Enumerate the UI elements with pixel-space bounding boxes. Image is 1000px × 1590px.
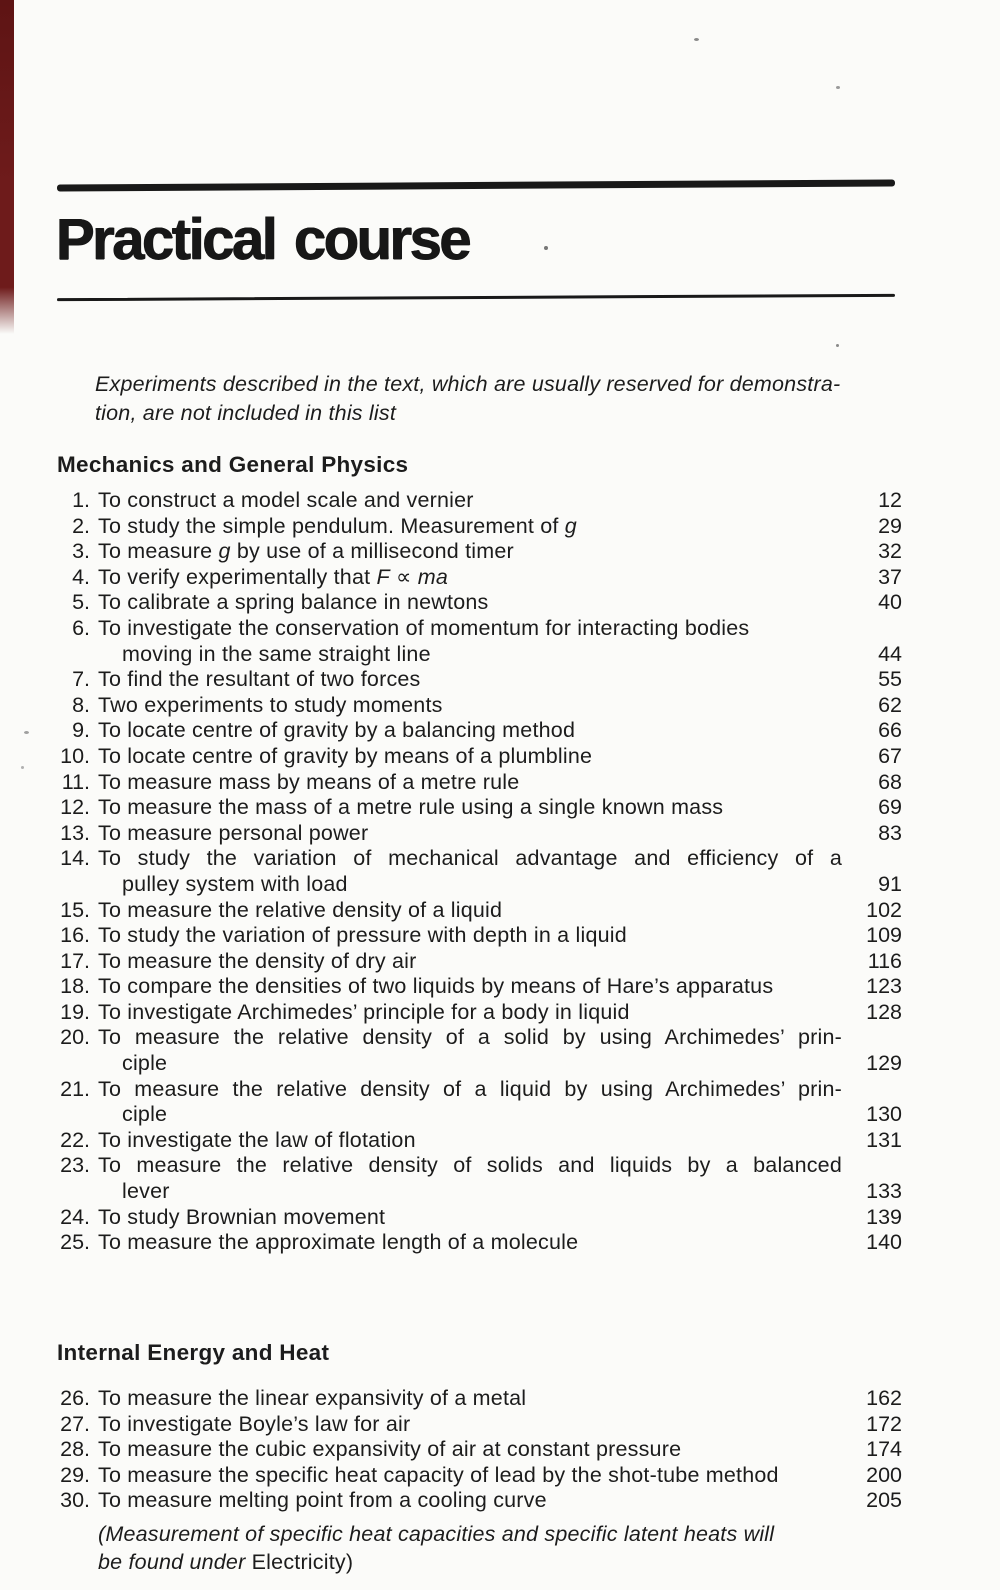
italic-symbol: g	[218, 539, 231, 564]
toc-item-page: 205	[866, 1488, 902, 1513]
toc-item-page: 129	[866, 1051, 902, 1076]
text-run: To compare the densities of two liquids by means of Hare’s apparatus	[98, 974, 774, 999]
text-run: To measure mass by means of a metre rule	[98, 769, 520, 794]
text-run: pulley system with load	[122, 871, 348, 896]
toc-item-number: 25.	[60, 1230, 90, 1255]
toc-item-text-continued	[98, 872, 852, 898]
text-run: To locate centre of gravity by means of a plumbline	[98, 743, 593, 768]
toc-item-page	[852, 1153, 902, 1179]
top-rule	[57, 179, 895, 191]
text-run: To study the simple pendulum. Measurement of	[98, 513, 565, 538]
toc-item-page: 109	[866, 923, 902, 948]
toc-item-number: 30.	[60, 1488, 90, 1513]
section-heading-internal-energy: Internal Energy and Heat	[57, 1340, 330, 1365]
toc-item	[57, 795, 902, 821]
toc-item-number: 5.	[72, 590, 90, 615]
toc-item-number: 9.	[72, 718, 90, 743]
section-heading-mechanics: Mechanics and General Physics	[57, 452, 409, 477]
toc-item-text	[98, 949, 852, 975]
toc-item-text	[98, 693, 852, 719]
section-internal-energy	[57, 1340, 902, 1577]
toc-item-text	[98, 923, 852, 949]
text-run: To investigate Archimedes’ principle for a body in liquid	[98, 999, 630, 1024]
text-run: To measure personal power	[98, 820, 369, 845]
toc-item-page: 133	[866, 1179, 902, 1204]
toc-item-number: 24.	[60, 1204, 90, 1229]
toc-item-number: 8.	[72, 692, 90, 717]
toc-item-page: 128	[866, 999, 902, 1024]
toc-item	[57, 1412, 902, 1438]
toc-item-text	[98, 1437, 852, 1463]
toc-item-page: 130	[866, 1102, 902, 1127]
footer-note	[98, 1520, 902, 1577]
toc-item-page: 32	[878, 539, 902, 564]
toc-item-text	[98, 565, 852, 591]
toc-item-text	[98, 1412, 852, 1438]
footer-note-line-1: (Measurement of specific heat capacities and specific latent heats will	[98, 1521, 775, 1546]
toc-item-text	[98, 1077, 852, 1103]
toc-item-text	[98, 514, 852, 540]
text-run: To measure	[98, 539, 219, 564]
toc-item-text-continued	[98, 1179, 852, 1205]
toc-item-text	[98, 1000, 852, 1026]
toc-item-text	[98, 1128, 852, 1154]
text-run: To investigate the law of flotation	[98, 1127, 416, 1152]
intro-line-2: tion, are not included in this list	[95, 400, 396, 425]
toc-item	[57, 1025, 902, 1051]
toc-item-page: 172	[866, 1411, 902, 1436]
text-run: To measure the cubic expansivity of air at constant pressure	[98, 1437, 682, 1462]
text-run: To study Brownian movement	[98, 1204, 386, 1229]
text-run: ciple	[122, 1102, 168, 1127]
toc-item-page: 62	[878, 692, 902, 717]
toc-item-page: 123	[866, 974, 902, 999]
toc-item-text	[98, 539, 852, 565]
toc-item-number: 2.	[72, 513, 90, 538]
text-run: To locate centre of gravity by a balancing method	[98, 718, 576, 743]
text-run: To measure the relative density of a liquid	[98, 897, 503, 922]
toc-item-page: 29	[878, 513, 902, 538]
toc-item	[57, 1153, 902, 1179]
text-run: lever	[122, 1179, 170, 1204]
toc-item-page: 91	[878, 871, 902, 896]
toc-item-number: 27.	[60, 1411, 90, 1436]
toc-item-continuation	[57, 872, 902, 898]
toc-list-internal-energy	[57, 1386, 902, 1514]
text-run: To measure melting point from a cooling curve	[98, 1488, 547, 1513]
toc-item-number: 7.	[72, 667, 90, 692]
toc-item	[57, 514, 902, 540]
text-run: To measure the approximate length of a molecule	[98, 1230, 579, 1255]
toc-item	[57, 1230, 902, 1256]
toc-item	[57, 770, 902, 796]
toc-item	[57, 565, 902, 591]
toc-item-number: 18.	[60, 974, 90, 999]
toc-item	[57, 1488, 902, 1514]
text-run: To measure the mass of a metre rule using a single known mass	[98, 795, 724, 820]
toc-item-number-spacer	[57, 1102, 98, 1128]
toc-item-page: 67	[878, 743, 902, 768]
toc-item-number: 21.	[60, 1076, 90, 1101]
toc-item-number: 12.	[60, 795, 90, 820]
toc-item	[57, 923, 902, 949]
page-title: Practical course	[56, 207, 470, 272]
toc-item-text	[98, 1463, 852, 1489]
toc-item-text	[98, 795, 852, 821]
toc-item-number-spacer	[57, 872, 98, 898]
scan-speck	[836, 344, 839, 347]
toc-item-page: 40	[878, 590, 902, 615]
toc-item-text	[98, 488, 852, 514]
toc-item	[57, 616, 902, 642]
toc-item-text	[98, 898, 852, 924]
toc-item-page: 66	[878, 718, 902, 743]
toc-item	[57, 1205, 902, 1231]
toc-item	[57, 1077, 902, 1103]
toc-item-number: 6.	[72, 615, 90, 640]
toc-item	[57, 898, 902, 924]
toc-item-continuation	[57, 642, 902, 668]
toc-item-text	[98, 718, 852, 744]
toc-item-continuation	[57, 1051, 902, 1077]
toc-item-page: 162	[866, 1386, 902, 1410]
toc-item	[57, 1437, 902, 1463]
text-run: To investigate the conservation of momentum for interacting bodies	[98, 615, 750, 640]
scan-speck	[24, 731, 29, 734]
toc-item-text	[98, 667, 852, 693]
toc-item-number: 13.	[60, 820, 90, 845]
text-run: ∝	[389, 564, 418, 589]
toc-item	[57, 693, 902, 719]
toc-item-text	[98, 590, 852, 616]
toc-item	[57, 1386, 902, 1412]
toc-item	[57, 488, 902, 514]
text-run: To find the resultant of two forces	[98, 667, 421, 692]
text-run: To calibrate a spring balance in newtons	[98, 590, 489, 615]
toc-item-continuation	[57, 1102, 902, 1128]
toc-item-page: 44	[878, 641, 902, 666]
text-run: To study the variation of mechanical advantage and efficiency of a	[98, 846, 842, 871]
italic-symbol: ma	[417, 564, 448, 589]
toc-item-page: 69	[878, 795, 902, 820]
section-mechanics	[57, 452, 902, 1256]
text-run: To investigate Boyle’s law for air	[98, 1411, 411, 1436]
toc-item	[57, 821, 902, 847]
text-run: To construct a model scale and vernier	[98, 488, 474, 512]
scan-speck	[21, 766, 24, 769]
toc-item-number: 10.	[60, 743, 90, 768]
scan-speck	[836, 86, 840, 89]
text-run: Two experiments to study moments	[98, 692, 443, 717]
toc-item-text	[98, 821, 852, 847]
scan-speck	[694, 38, 699, 41]
toc-item	[57, 949, 902, 975]
text-run: To measure the relative density of a liquid by using Archimedes’ prin-	[98, 1076, 842, 1101]
toc-item-number-spacer	[57, 642, 98, 668]
toc-item-page	[852, 1077, 902, 1103]
toc-item-text	[98, 1386, 852, 1412]
toc-item-page: 102	[866, 897, 902, 922]
toc-item-text	[98, 1230, 852, 1256]
toc-item-number: 20.	[60, 1025, 90, 1050]
toc-item-number: 23.	[60, 1153, 90, 1178]
text-run: To measure the specific heat capacity of lead by the shot-tube method	[98, 1462, 779, 1487]
footer-note-line-2-roman: Electricity)	[251, 1550, 354, 1575]
toc-item-page: 12	[878, 488, 902, 512]
book-spine-shadow	[0, 0, 14, 334]
toc-item-page: 68	[878, 769, 902, 794]
toc-item-number: 28.	[60, 1437, 90, 1462]
toc-item-text-continued	[98, 1102, 852, 1128]
toc-item-number: 4.	[72, 564, 90, 589]
toc-item-page: 55	[878, 667, 902, 692]
text-run: To measure the density of dry air	[98, 948, 417, 973]
intro-note	[95, 370, 910, 428]
toc-item-number: 14.	[60, 846, 90, 871]
toc-item-number: 15.	[60, 897, 90, 922]
toc-item-continuation	[57, 1179, 902, 1205]
footer-note-line-2-italic: be found under	[98, 1550, 252, 1575]
toc-item-page	[852, 1025, 902, 1051]
toc-item-text-continued	[98, 1051, 852, 1077]
toc-item-text	[98, 744, 852, 770]
toc-item-text	[98, 1153, 852, 1179]
toc-item-page: 37	[878, 564, 902, 589]
toc-item-text	[98, 846, 852, 872]
toc-item-number: 3.	[72, 539, 90, 564]
text-run: moving in the same straight line	[122, 641, 431, 666]
toc-item-page: 131	[866, 1127, 902, 1152]
title-underline-rule	[57, 294, 895, 301]
toc-item-number: 19.	[60, 999, 90, 1024]
toc-item-text	[98, 1488, 852, 1514]
toc-item-number: 11.	[61, 769, 90, 794]
text-run: To measure the linear expansivity of a metal	[98, 1386, 527, 1410]
toc-item-text	[98, 616, 852, 642]
toc-item-page: 140	[866, 1230, 902, 1255]
toc-item-number: 16.	[60, 923, 90, 948]
text-run: To measure the relative density of solids and liquids by a balanced	[98, 1153, 842, 1178]
toc-item-page	[852, 846, 902, 872]
toc-item-page: 200	[866, 1462, 902, 1487]
toc-item	[57, 1128, 902, 1154]
toc-item-text-continued	[98, 642, 852, 668]
toc-item	[57, 590, 902, 616]
toc-item	[57, 1000, 902, 1026]
toc-item-page: 83	[878, 820, 902, 845]
text-run: by use of a millisecond timer	[230, 539, 514, 564]
toc-item-page: 174	[866, 1437, 902, 1462]
toc-item-page: 139	[866, 1204, 902, 1229]
toc-item-number: 17.	[60, 948, 90, 973]
toc-item-text	[98, 1025, 852, 1051]
text-run: To measure the relative density of a solid by using Archimedes’ prin-	[98, 1025, 842, 1050]
toc-list-mechanics	[57, 488, 902, 1256]
toc-item	[57, 846, 902, 872]
toc-item-number: 22.	[60, 1127, 90, 1152]
toc-item-text	[98, 1205, 852, 1231]
toc-item-number: 29.	[60, 1462, 90, 1487]
toc-item-page	[852, 616, 902, 642]
intro-line-1: Experiments described in the text, which are usually reserved for demonstra-	[95, 371, 841, 396]
toc-item-text	[98, 974, 852, 1000]
text-run: ciple	[122, 1051, 168, 1076]
italic-symbol: F	[376, 564, 390, 589]
toc-item	[57, 718, 902, 744]
toc-item	[57, 1463, 902, 1489]
toc-item-text	[98, 770, 852, 796]
toc-item-page: 116	[867, 948, 902, 973]
toc-item	[57, 667, 902, 693]
toc-item	[57, 539, 902, 565]
text-run: To verify experimentally that	[98, 564, 377, 589]
scan-speck	[544, 246, 548, 250]
toc-item	[57, 974, 902, 1000]
toc-item-number: 26.	[60, 1386, 90, 1410]
toc-item-number-spacer	[57, 1051, 98, 1077]
italic-symbol: g	[564, 513, 577, 538]
toc-item	[57, 744, 902, 770]
toc-item-number-spacer	[57, 1179, 98, 1205]
text-run: To study the variation of pressure with depth in a liquid	[98, 923, 627, 948]
toc-item-number: 1.	[72, 488, 90, 512]
